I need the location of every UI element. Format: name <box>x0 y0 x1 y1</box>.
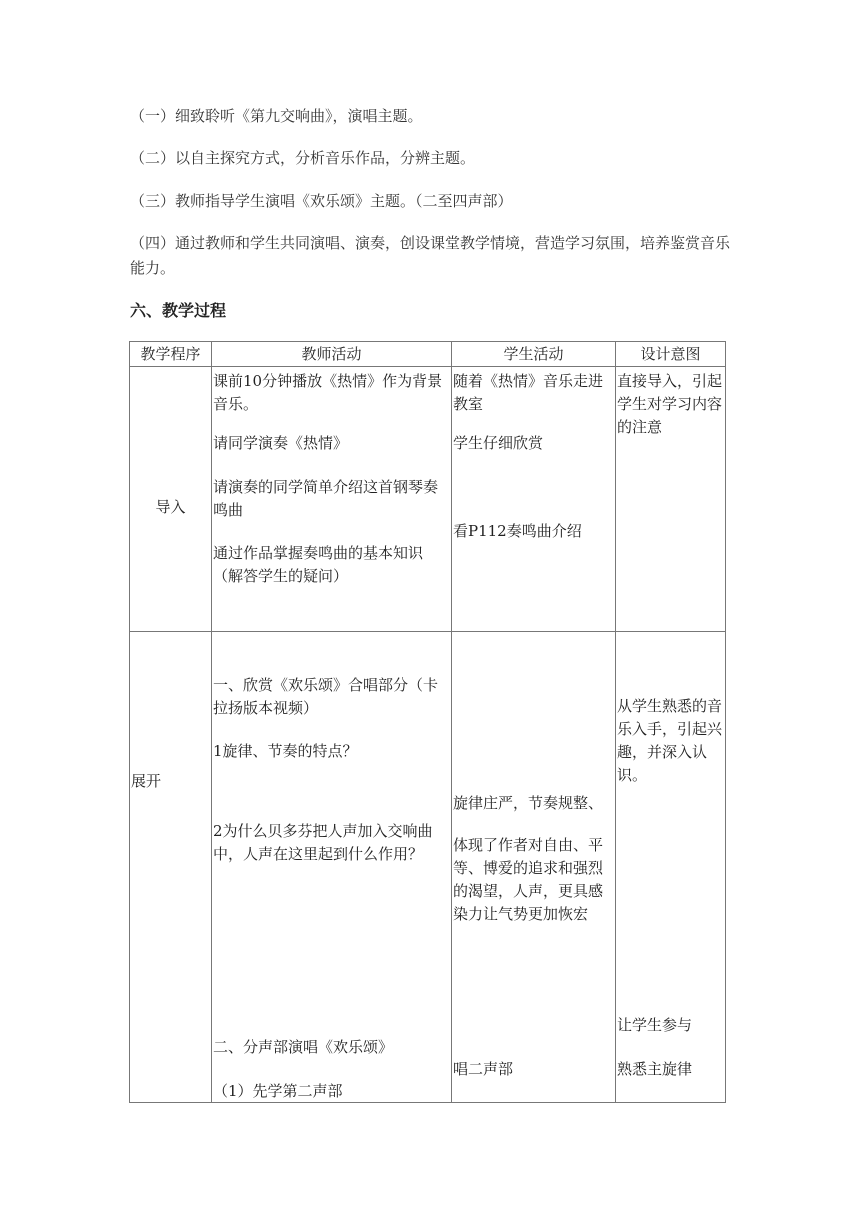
table-row <box>130 367 726 632</box>
develop-stage: 展开 <box>131 772 162 790</box>
objective-4: （四）通过教师和学生共同演唱、演奏，创设课堂教学情境，营造学习氛围，培养鉴赏音乐能力。 <box>130 234 731 277</box>
develop-stage-cell <box>130 632 212 1103</box>
intro-student-3: 看P112奏鸣曲介绍 <box>453 522 582 540</box>
intro-stage-cell <box>130 367 212 632</box>
header-stage: 教学程序 <box>130 342 212 367</box>
teaching-process-table <box>129 341 726 1103</box>
develop-intent-1: 从学生熟悉的音乐入手，引起兴趣，并深入认识。 <box>617 697 723 784</box>
intro-teacher-4: 通过作品掌握奏鸣曲的基本知识（解答学生的疑问） <box>213 544 424 585</box>
table-row <box>130 632 726 1103</box>
intro-intent-1: 直接导入，引起学生对学习内容的注意 <box>617 372 723 436</box>
intro-student-cell <box>452 367 616 632</box>
develop-student-2: 体现了作者对自由、平等、博爱的追求和强烈的渴望，人声，更具感染力让气势更加恢宏 <box>453 836 604 923</box>
intro-teacher-cell <box>212 367 452 632</box>
intro-intent-cell <box>616 367 726 632</box>
develop-teacher-1: 一、欣赏《欢乐颂》合唱部分（卡拉扬版本视频） <box>213 676 439 717</box>
intro-teacher-3: 请演奏的同学简单介绍这首钢琴奏鸣曲 <box>213 478 439 519</box>
develop-intent-cell <box>616 632 726 1103</box>
header-intent: 设计意图 <box>616 342 726 367</box>
section-title: 六、教学过程 <box>130 301 227 320</box>
develop-teacher-4: 二、分声部演唱《欢乐颂》 <box>213 1038 394 1056</box>
table-header-row <box>130 342 726 367</box>
develop-student-1: 旋律庄严，节奏规整、 <box>453 794 604 812</box>
intro-student-1: 随着《热情》音乐走进教室 <box>453 372 604 413</box>
develop-intent-2: 让学生参与 <box>617 1016 693 1034</box>
intro-student-2: 学生仔细欣赏 <box>453 434 544 452</box>
develop-student-3: 唱二声部 <box>453 1060 514 1078</box>
header-student: 学生活动 <box>452 342 616 367</box>
develop-student-cell <box>452 632 616 1103</box>
intro-teacher-2: 请同学演奏《热情》 <box>213 434 349 452</box>
objective-2: （二）以自主探究方式，分析音乐作品，分辨主题。 <box>130 149 476 167</box>
intro-teacher-1: 课前10分钟播放《热情》作为背景音乐。 <box>213 372 443 413</box>
develop-intent-3: 熟悉主旋律 <box>617 1060 693 1078</box>
develop-teacher-2: 1旋律、节奏的特点？ <box>213 742 358 760</box>
objective-3: （三）教师指导学生演唱《欢乐颂》主题。（二至四声部） <box>130 192 513 210</box>
objective-1: （一）细致聆听《第九交响曲》，演唱主题。 <box>130 107 423 125</box>
header-teacher: 教师活动 <box>212 342 452 367</box>
develop-teacher-5: （1）先学第二声部 <box>213 1082 343 1100</box>
intro-stage: 导入 <box>155 498 186 516</box>
develop-teacher-cell <box>212 632 452 1103</box>
develop-teacher-3: 2为什么贝多芬把人声加入交响曲中，人声在这里起到什么作用？ <box>213 822 433 863</box>
